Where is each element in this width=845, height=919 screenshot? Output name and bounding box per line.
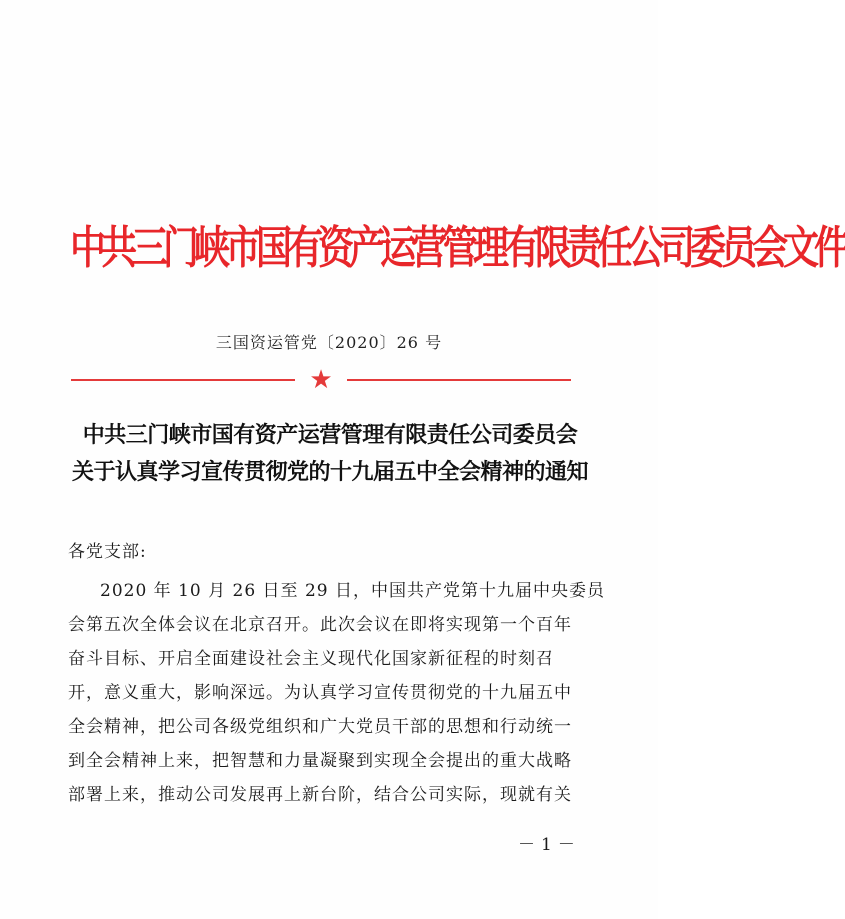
document-title-line-2: 关于认真学习宣传贯彻党的十九届五中全会精神的通知 [71,459,588,485]
salutation: 各党支部: [68,542,147,562]
page-number: －1－ [518,835,581,855]
body-line: 到全会精神上来，把智慧和力量凝聚到实现全会提出的重大战略 [68,751,572,771]
body-line: 会第五次全体会议在北京召开。此次会议在即将实现第一个百年 [68,615,572,635]
issuer-header: 中共三门峡市国有资产运营管理有限责任公司委员会文件 [70,221,845,275]
divider-line-left [71,379,295,381]
document-number: 三国资运管党〔2020〕26 号 [215,333,443,352]
document-title-line-1: 中共三门峡市国有资产运营管理有限责任公司委员会 [82,422,578,448]
body-line: 2020 年 10 月 26 日至 29 日，中国共产党第十九届中央委员 [100,581,605,601]
body-line: 部署上来，推动公司发展再上新台阶，结合公司实际，现就有关 [68,785,572,805]
star-icon: ★ [309,365,333,395]
body-line: 开，意义重大，影响深远。为认真学习宣传贯彻党的十九届五中 [68,683,572,703]
red-divider [71,366,571,396]
body-line: 奋斗目标、开启全面建设社会主义现代化国家新征程的时刻召 [68,649,554,669]
body-line: 全会精神，把公司各级党组织和广大党员干部的思想和行动统一 [68,717,572,737]
divider-line-right [347,379,571,381]
